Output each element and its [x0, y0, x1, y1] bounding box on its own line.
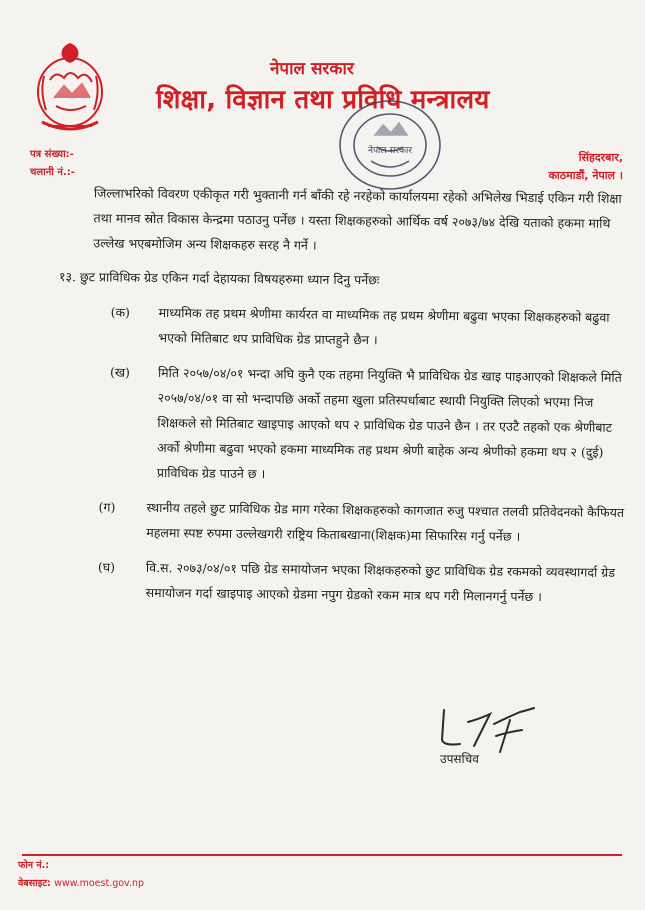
- footer-website-row: [18, 876, 144, 889]
- item-label-kha: (ख): [109, 364, 131, 380]
- footer-divider: [22, 854, 622, 856]
- footer-website-label: वेबसाइट:: [18, 878, 51, 889]
- footer-website-link[interactable]: www.moest.gov.np: [54, 878, 145, 889]
- government-name: नेपाल सरकार: [270, 59, 354, 79]
- address-line-1: सिंहदरबार,: [578, 151, 623, 164]
- list-item: [58, 299, 633, 355]
- official-stamp-icon: [335, 95, 445, 195]
- dispatch-number-label: चलानी नं.:-: [30, 167, 75, 178]
- signatory-designation: उपसचिव: [440, 752, 479, 766]
- footer-phone-label: फोन नं.:: [18, 860, 50, 871]
- list-item: [57, 359, 633, 490]
- nepal-emblem-icon: [30, 40, 110, 136]
- list-item: [56, 554, 631, 610]
- item-label-ga: (ग): [98, 499, 116, 515]
- letter-number-label: पत्र संख्या:-: [30, 149, 74, 160]
- item-text-gha: वि.स. २०७३/०४/०१ पछि ग्रेड समायोजन भएका शिक्षकहरुको छुट प्राविधिक ग्रेड रकमको व्यवस्थागर्दा ग्रेड समायोजन गर्दा खाइपाइ आएको ग्रेडमा नपुग ग्रेडको रकम मात्र थप गरी मिलानगर्नु पर्नेछ ।: [145, 559, 616, 605]
- item-label-gha: (घ): [97, 559, 116, 575]
- point-13: १३. छुट प्राविधिक ग्रेड एकिन गर्दा देहायका विषयहरुमा ध्यान दिनु पर्नेछः: [58, 268, 380, 288]
- item-text-ka: माध्यमिक तह प्रथम श्रेणीमा कार्यरत वा माध्यमिक तह प्रथम श्रेणीमा बढुवा भएका शिक्षकहरुको बढुवा भएको मितिबाट थप प्राविधिक ग्रेड प्राप्तहुने छैन ।: [158, 305, 610, 348]
- item-text-ga: स्थानीय तहले छुट प्राविधिक ग्रेड माग गरेका शिक्षकहरुको कागजात रुजु पश्चात तलवी प्रतिवेदनको कैफियत महलमा स्पष्ट रुपमा उल्लेखगरी राष्ट्रिय किताबखाना(शिक्षक)मा सिफारिस गर्नु पर्नेछ ।: [146, 499, 625, 544]
- svg-text:नेपाल सरकार: नेपाल सरकार: [367, 146, 413, 156]
- intro-paragraph: जिल्लाभरिको विवरण एकीकृत गरी भुक्तानी गर्न बाँकी रहे नरहेको कार्यालयमा रहेको अभिलेख भिडाई एकिन गरी शिक्षा तथा मानव स्रोत विकास केन्द्रमा पठाउनु पर्नेछ । यस्ता शिक्षकहरुको आर्थिक वर्ष २०७३/७४ देखि यताको हकमा माथि उल्लेख भएबमोजिम अन्य शिक्षकहरु सरह नै गर्ने ।: [93, 185, 622, 253]
- ministry-name: शिक्षा, विज्ञान तथा प्रविधि मन्त्रालय: [156, 85, 490, 115]
- address-line-2: काठमाडौं, नेपाल ।: [548, 169, 623, 182]
- list-item: [56, 494, 631, 550]
- item-text-kha: मिति २०५७/०४/०१ भन्दा अघि कुनै एक तहमा नियुक्ति भै प्राविधिक ग्रेड खाइ पाइआएको शिक्षकले मिति २०५७/०४/०१ वा सो भन्दापछि अर्को तहमा खुला प्रतिस्पर्धाबाट स्थायी नियुक्ति लिएको भएमा निज शिक्षकले सो मितिबाट खाइपाइ आएको थप २ प्राविधिक ग्रेड पाउने छैन । तर एउटै तहको एक श्रेणीबाट अर्को श्रेणीमा बढुवा भएको हकमा माध्यमिक तह प्रथम श्रेणी बाहेक अन्य श्रेणीको हकमा थप २ (दुई) प्राविधिक ग्रेड पाउने छ ।: [156, 365, 622, 482]
- letter-body: [56, 180, 635, 610]
- item-label-ka: (क): [110, 304, 131, 320]
